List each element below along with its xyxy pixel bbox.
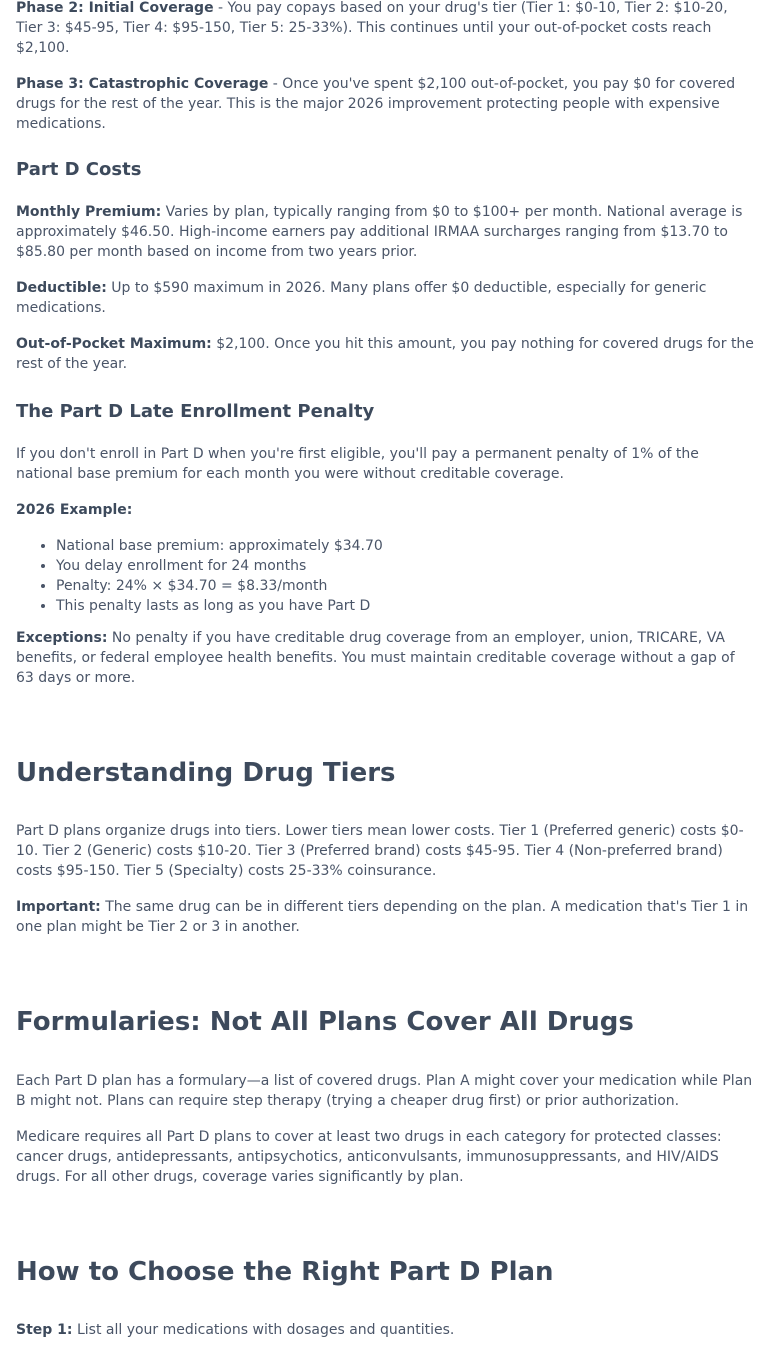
formularies-paragraph-1: Each Part D plan has a formulary—a list of covered drugs. Plan A might cover your medication while Plan B might not. Plans can require step therapy (trying a cheaper drug first) or prior authorization. (16, 1073, 753, 1109)
list-item: • National base premium: approximately $34.70 (56, 536, 756, 556)
phase-2-text: - You pay copays based on your drug's tier (Tier 1: $0-10, Tier 2: $10-20, Tier 3: $45-95, Tier 4: $95-150, Tier 5: 25-33%). This continues until your out-of-pocket costs reach $2,100. (16, 0, 728, 56)
important-text: The same drug can be in different tiers depending on the plan. A medication that's Tier 1 in one plan might be Tier 2 or 3 in another. (16, 899, 749, 935)
phase-3-title: Phase 3: Catastrophic Coverage (16, 76, 269, 92)
step-1-text: List all your medications with dosages and quantities. (72, 1322, 455, 1338)
deductible-paragraph (16, 278, 756, 318)
list-item: • You delay enrollment for 24 months (56, 556, 756, 576)
part-d-costs-heading: Part D Costs (16, 159, 142, 180)
drug-tiers-paragraph: Part D plans organize drugs into tiers. Lower tiers mean lower costs. Tier 1 (Preferred generic) costs $0-10. Tier 2 (Generic) costs $10-20. Tier 3 (Preferred brand) costs $45-95. Tier 4 (Non-preferred brand) costs $95-150. Tier 5 (Specialty) costs 25-33% coinsurance. (16, 823, 744, 879)
phase-3-text: - Once you've spent $2,100 out-of-pocket, you pay $0 for covered drugs for the rest of the year. This is the major 2026 improvement protecting people with expensive medications. (16, 76, 736, 132)
phase-3-paragraph (16, 74, 756, 134)
monthly-premium-label: Monthly Premium: (16, 204, 162, 220)
monthly-premium-paragraph (16, 202, 756, 262)
penalty-intro: If you don't enroll in Part D when you're first eligible, you'll pay a permanent penalty of 1% of the national base premium for each month you were without creditable coverage. (16, 446, 699, 482)
oop-max-text: $2,100. Once you hit this amount, you pay nothing for covered drugs for the rest of the year. (16, 336, 754, 372)
penalty-heading: The Part D Late Enrollment Penalty (16, 401, 375, 422)
oop-max-label: Out-of-Pocket Maximum: (16, 336, 212, 352)
example-list (16, 536, 756, 616)
exceptions-label: Exceptions: (16, 630, 108, 646)
phase-2-title: Phase 2: Initial Coverage (16, 0, 214, 16)
deductible-text: Up to $590 maximum in 2026. Many plans offer $0 deductible, especially for generic medications. (16, 280, 707, 316)
monthly-premium-text: Varies by plan, typically ranging from $0 to $100+ per month. National average is approximately $46.50. High-income earners pay additional IRMAA surcharges ranging from $13.70 to $85.80 per month based on income from two years prior. (16, 204, 743, 260)
phase-2-paragraph (16, 0, 756, 58)
step-1-label: Step 1: (16, 1322, 73, 1338)
list-item: • This penalty lasts as long as you have Part D (56, 596, 756, 616)
exceptions-text: No penalty if you have creditable drug coverage from an employer, union, TRICARE, VA benefits, or federal employee health benefits. You must maintain creditable coverage without a gap of 63 days or more. (16, 630, 735, 686)
formularies-heading: Formularies: Not All Plans Cover All Drugs (16, 1007, 634, 1037)
how-to-heading: How to Choose the Right Part D Plan (16, 1257, 554, 1287)
oop-max-paragraph (16, 334, 756, 374)
article-content (16, 0, 756, 1356)
list-item: • Penalty: 24% × $34.70 = $8.33/month (56, 576, 756, 596)
important-paragraph (16, 897, 756, 937)
formularies-paragraph-2: Medicare requires all Part D plans to cover at least two drugs in each category for protected classes: cancer drugs, antidepressants, antipsychotics, anticonvulsants, immunosuppressants, and HIV/AIDS drugs. For all other drugs, coverage varies significantly by plan. (16, 1129, 722, 1185)
step-1-paragraph (16, 1320, 756, 1340)
example-label: 2026 Example: (16, 502, 133, 518)
exceptions-paragraph (16, 628, 756, 688)
drug-tiers-heading: Understanding Drug Tiers (16, 758, 396, 788)
important-label: Important: (16, 899, 101, 915)
example-paragraph (16, 500, 756, 520)
deductible-label: Deductible: (16, 280, 107, 296)
